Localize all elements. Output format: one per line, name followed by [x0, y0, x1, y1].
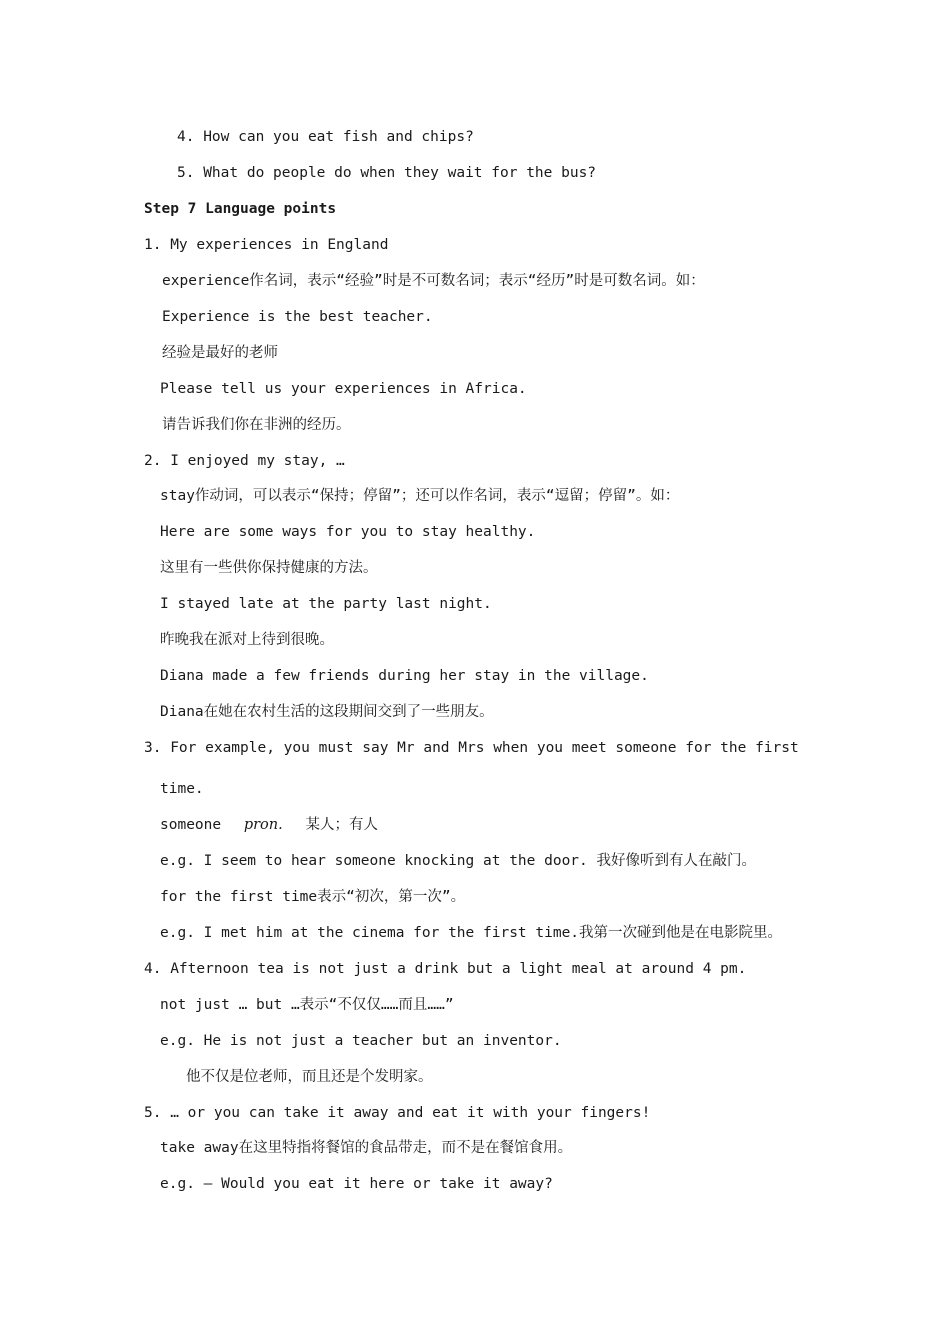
point-5-explanation: take away在这里特指将餐馆的食品带走，而不是在餐馆食用。	[160, 1140, 573, 1156]
question-5: 5. What do people do when they wait for the bus?	[177, 165, 597, 181]
vocab-word: someone	[160, 817, 222, 833]
part-of-speech: pron.	[243, 817, 283, 833]
point-1-example-2-zh: 请告诉我们你在非洲的经历。	[162, 417, 351, 433]
point-1-example-1-zh: 经验是最好的老师	[162, 345, 278, 361]
point-3-example-2: e.g. I met him at the cinema for the first time.我第一次碰到他是在电影院里。	[160, 925, 783, 941]
point-3-example-1: e.g. I seem to hear someone knocking at the door. 我好像听到有人在敲门。	[160, 853, 756, 869]
question-4: 4. How can you eat fish and chips?	[177, 129, 474, 145]
point-5-example: e.g. — Would you eat it here or take it away?	[160, 1176, 553, 1192]
point-2-explanation: stay作动词，可以表示“保持；停留”；还可以作名词，表示“逗留；停留”。如：	[160, 488, 680, 504]
point-3-vocab-line	[160, 815, 378, 835]
point-2-example-1-zh: 这里有一些供你保持健康的方法。	[160, 560, 378, 576]
step-heading: Step 7 Language points	[144, 201, 337, 217]
point-4-example-zh: 他不仅是位老师，而且还是个发明家。	[186, 1069, 433, 1085]
point-5-title: 5. … or you can take it away and eat it with your fingers!	[144, 1105, 651, 1121]
point-3-title-line-2: time.	[160, 781, 204, 797]
point-2-example-3-zh: Diana在她在农村生活的这段期间交到了一些朋友。	[160, 704, 494, 720]
point-1-explanation: experience作名词，表示“经验”时是不可数名词；表示“经历”时是可数名词。如：	[162, 273, 705, 289]
point-2-example-2-en: I stayed late at the party last night.	[160, 596, 492, 612]
point-4-title: 4. Afternoon tea is not just a drink but a light meal at around 4 pm.	[144, 961, 747, 977]
point-1-title: 1. My experiences in England	[144, 237, 389, 253]
point-2-example-2-zh: 昨晚我在派对上待到很晚。	[160, 632, 334, 648]
point-2-example-3-en: Diana made a few friends during her stay in the village.	[160, 668, 649, 684]
point-3-phrase: for the first time表示“初次，第一次”。	[160, 889, 466, 905]
point-2-title: 2. I enjoyed my stay, …	[144, 453, 345, 469]
point-1-example-1-en: Experience is the best teacher.	[162, 309, 433, 325]
vocab-meaning: 某人；有人	[305, 817, 378, 833]
point-2-example-1-en: Here are some ways for you to stay healthy.	[160, 524, 536, 540]
point-4-phrase: not just … but …表示“不仅仅……而且……”	[160, 997, 454, 1013]
point-1-example-2-en: Please tell us your experiences in Africa.	[160, 381, 527, 397]
point-3-title-line-1: 3. For example, you must say Mr and Mrs when you meet someone for the first	[144, 740, 799, 756]
point-4-example: e.g. He is not just a teacher but an inventor.	[160, 1033, 562, 1049]
